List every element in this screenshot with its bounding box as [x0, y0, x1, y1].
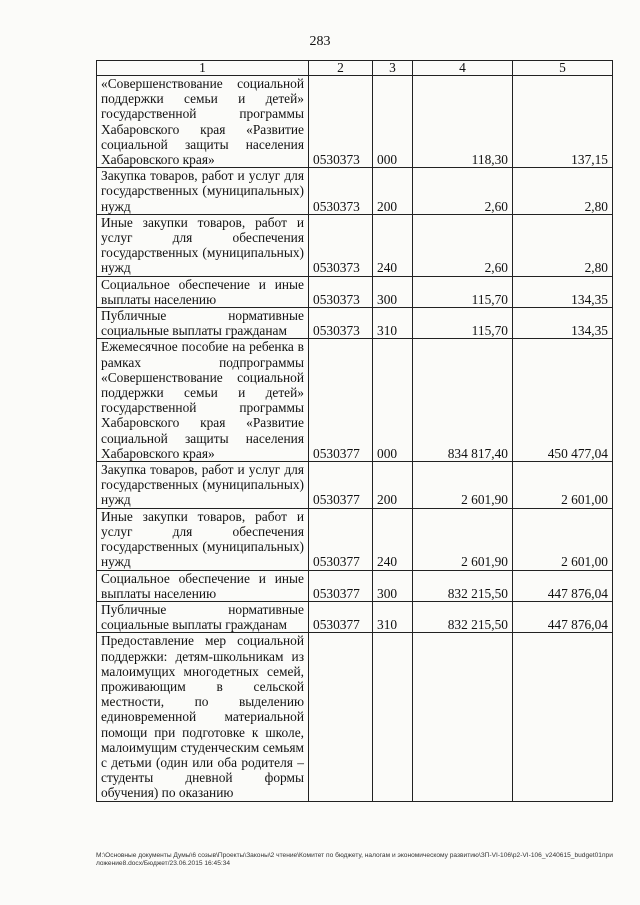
header-col-5: 5 [513, 61, 613, 76]
row-description: Закупка товаров, работ и услуг для государственных (муниципальных) нужд [97, 168, 309, 215]
row-type: 000 [373, 76, 413, 168]
budget-table [96, 60, 613, 802]
row-value-1: 2,60 [413, 214, 513, 276]
row-code: 0530373 [309, 214, 373, 276]
row-value-1: 2 601,90 [413, 462, 513, 509]
row-value-2: 2 601,00 [513, 462, 613, 509]
row-code: 0530373 [309, 308, 373, 339]
table-row [97, 339, 613, 462]
row-description: Публичные нормативные социальные выплаты гражданам [97, 308, 309, 339]
row-value-1: 832 215,50 [413, 570, 513, 601]
row-value-1: 115,70 [413, 276, 513, 307]
row-value-2: 447 876,04 [513, 570, 613, 601]
table-row [97, 601, 613, 632]
row-type: 310 [373, 308, 413, 339]
row-value-2: 450 477,04 [513, 339, 613, 462]
row-type: 200 [373, 168, 413, 215]
table-row [97, 308, 613, 339]
row-value-2 [513, 633, 613, 801]
row-type: 240 [373, 214, 413, 276]
table-row [97, 633, 613, 801]
row-value-2: 2 601,00 [513, 508, 613, 570]
row-description: Социальное обеспечение и иные выплаты населению [97, 276, 309, 307]
row-type: 200 [373, 462, 413, 509]
row-code: 0530377 [309, 601, 373, 632]
page-number: 283 [309, 34, 331, 49]
header-col-2: 2 [309, 61, 373, 76]
row-code: 0530373 [309, 76, 373, 168]
row-code: 0530377 [309, 570, 373, 601]
row-value-2: 134,35 [513, 276, 613, 307]
row-value-2: 2,80 [513, 214, 613, 276]
row-description: Предоставление мер социальной поддержки: детям-школьникам из малоимущих многодетных семей, проживающим в сельской местности, по выделению единовременной материальной помощи при подготовке к школе, малоимущим студенческим семьям с детьми (один или оба родителя – студенты дневной формы обучения) по оказанию [97, 633, 309, 801]
row-value-1: 118,30 [413, 76, 513, 168]
table-row [97, 276, 613, 307]
row-description: Закупка товаров, работ и услуг для государственных (муниципальных) нужд [97, 462, 309, 509]
row-value-2: 447 876,04 [513, 601, 613, 632]
row-value-1: 2 601,90 [413, 508, 513, 570]
table-row [97, 508, 613, 570]
row-code: 0530373 [309, 168, 373, 215]
row-code: 0530377 [309, 508, 373, 570]
row-description: Иные закупки товаров, работ и услуг для обеспечения государственных (муниципальных) нужд [97, 214, 309, 276]
row-value-2: 134,35 [513, 308, 613, 339]
table-row [97, 570, 613, 601]
row-type: 000 [373, 339, 413, 462]
row-description: Иные закупки товаров, работ и услуг для обеспечения государственных (муниципальных) нужд [97, 508, 309, 570]
row-value-1 [413, 633, 513, 801]
row-value-1: 115,70 [413, 308, 513, 339]
row-code: 0530377 [309, 462, 373, 509]
row-type: 300 [373, 276, 413, 307]
row-type [373, 633, 413, 801]
row-description: Публичные нормативные социальные выплаты гражданам [97, 601, 309, 632]
row-value-1: 2,60 [413, 168, 513, 215]
row-type: 300 [373, 570, 413, 601]
table-row [97, 76, 613, 168]
row-description: Ежемесячное пособие на ребенка в рамках подпрограммы «Совершенствование социальной поддержки семьи и детей» государственной программы Хабаровского края «Развитие социальной защиты населения Хабаровского края» [97, 339, 309, 462]
row-value-2: 137,15 [513, 76, 613, 168]
table-row [97, 168, 613, 215]
row-description: «Совершенствование социальной поддержки семьи и детей» государственной программы Хабаровского края «Развитие социальной защиты населения Хабаровского края» [97, 76, 309, 168]
row-value-1: 834 817,40 [413, 339, 513, 462]
header-col-4: 4 [413, 61, 513, 76]
row-description: Социальное обеспечение и иные выплаты населению [97, 570, 309, 601]
header-col-1: 1 [97, 61, 309, 76]
table-header-row [97, 61, 613, 76]
table-row [97, 214, 613, 276]
header-col-3: 3 [373, 61, 413, 76]
table-row [97, 462, 613, 509]
row-code [309, 633, 373, 801]
row-code: 0530373 [309, 276, 373, 307]
row-type: 310 [373, 601, 413, 632]
row-value-2: 2,80 [513, 168, 613, 215]
row-value-1: 832 215,50 [413, 601, 513, 632]
row-code: 0530377 [309, 339, 373, 462]
row-type: 240 [373, 508, 413, 570]
document-footer-path: M:\Основные документы Думы\6 созыв\Проекты\Законы\2 чтение\Комитет по бюджету, налогам и экономическому развитию\ЗП-VI-106\р2-VI-106_v240615_budget01приложение8.docx/Бюджет/23.06.2015 16:45:34 [96, 852, 613, 867]
